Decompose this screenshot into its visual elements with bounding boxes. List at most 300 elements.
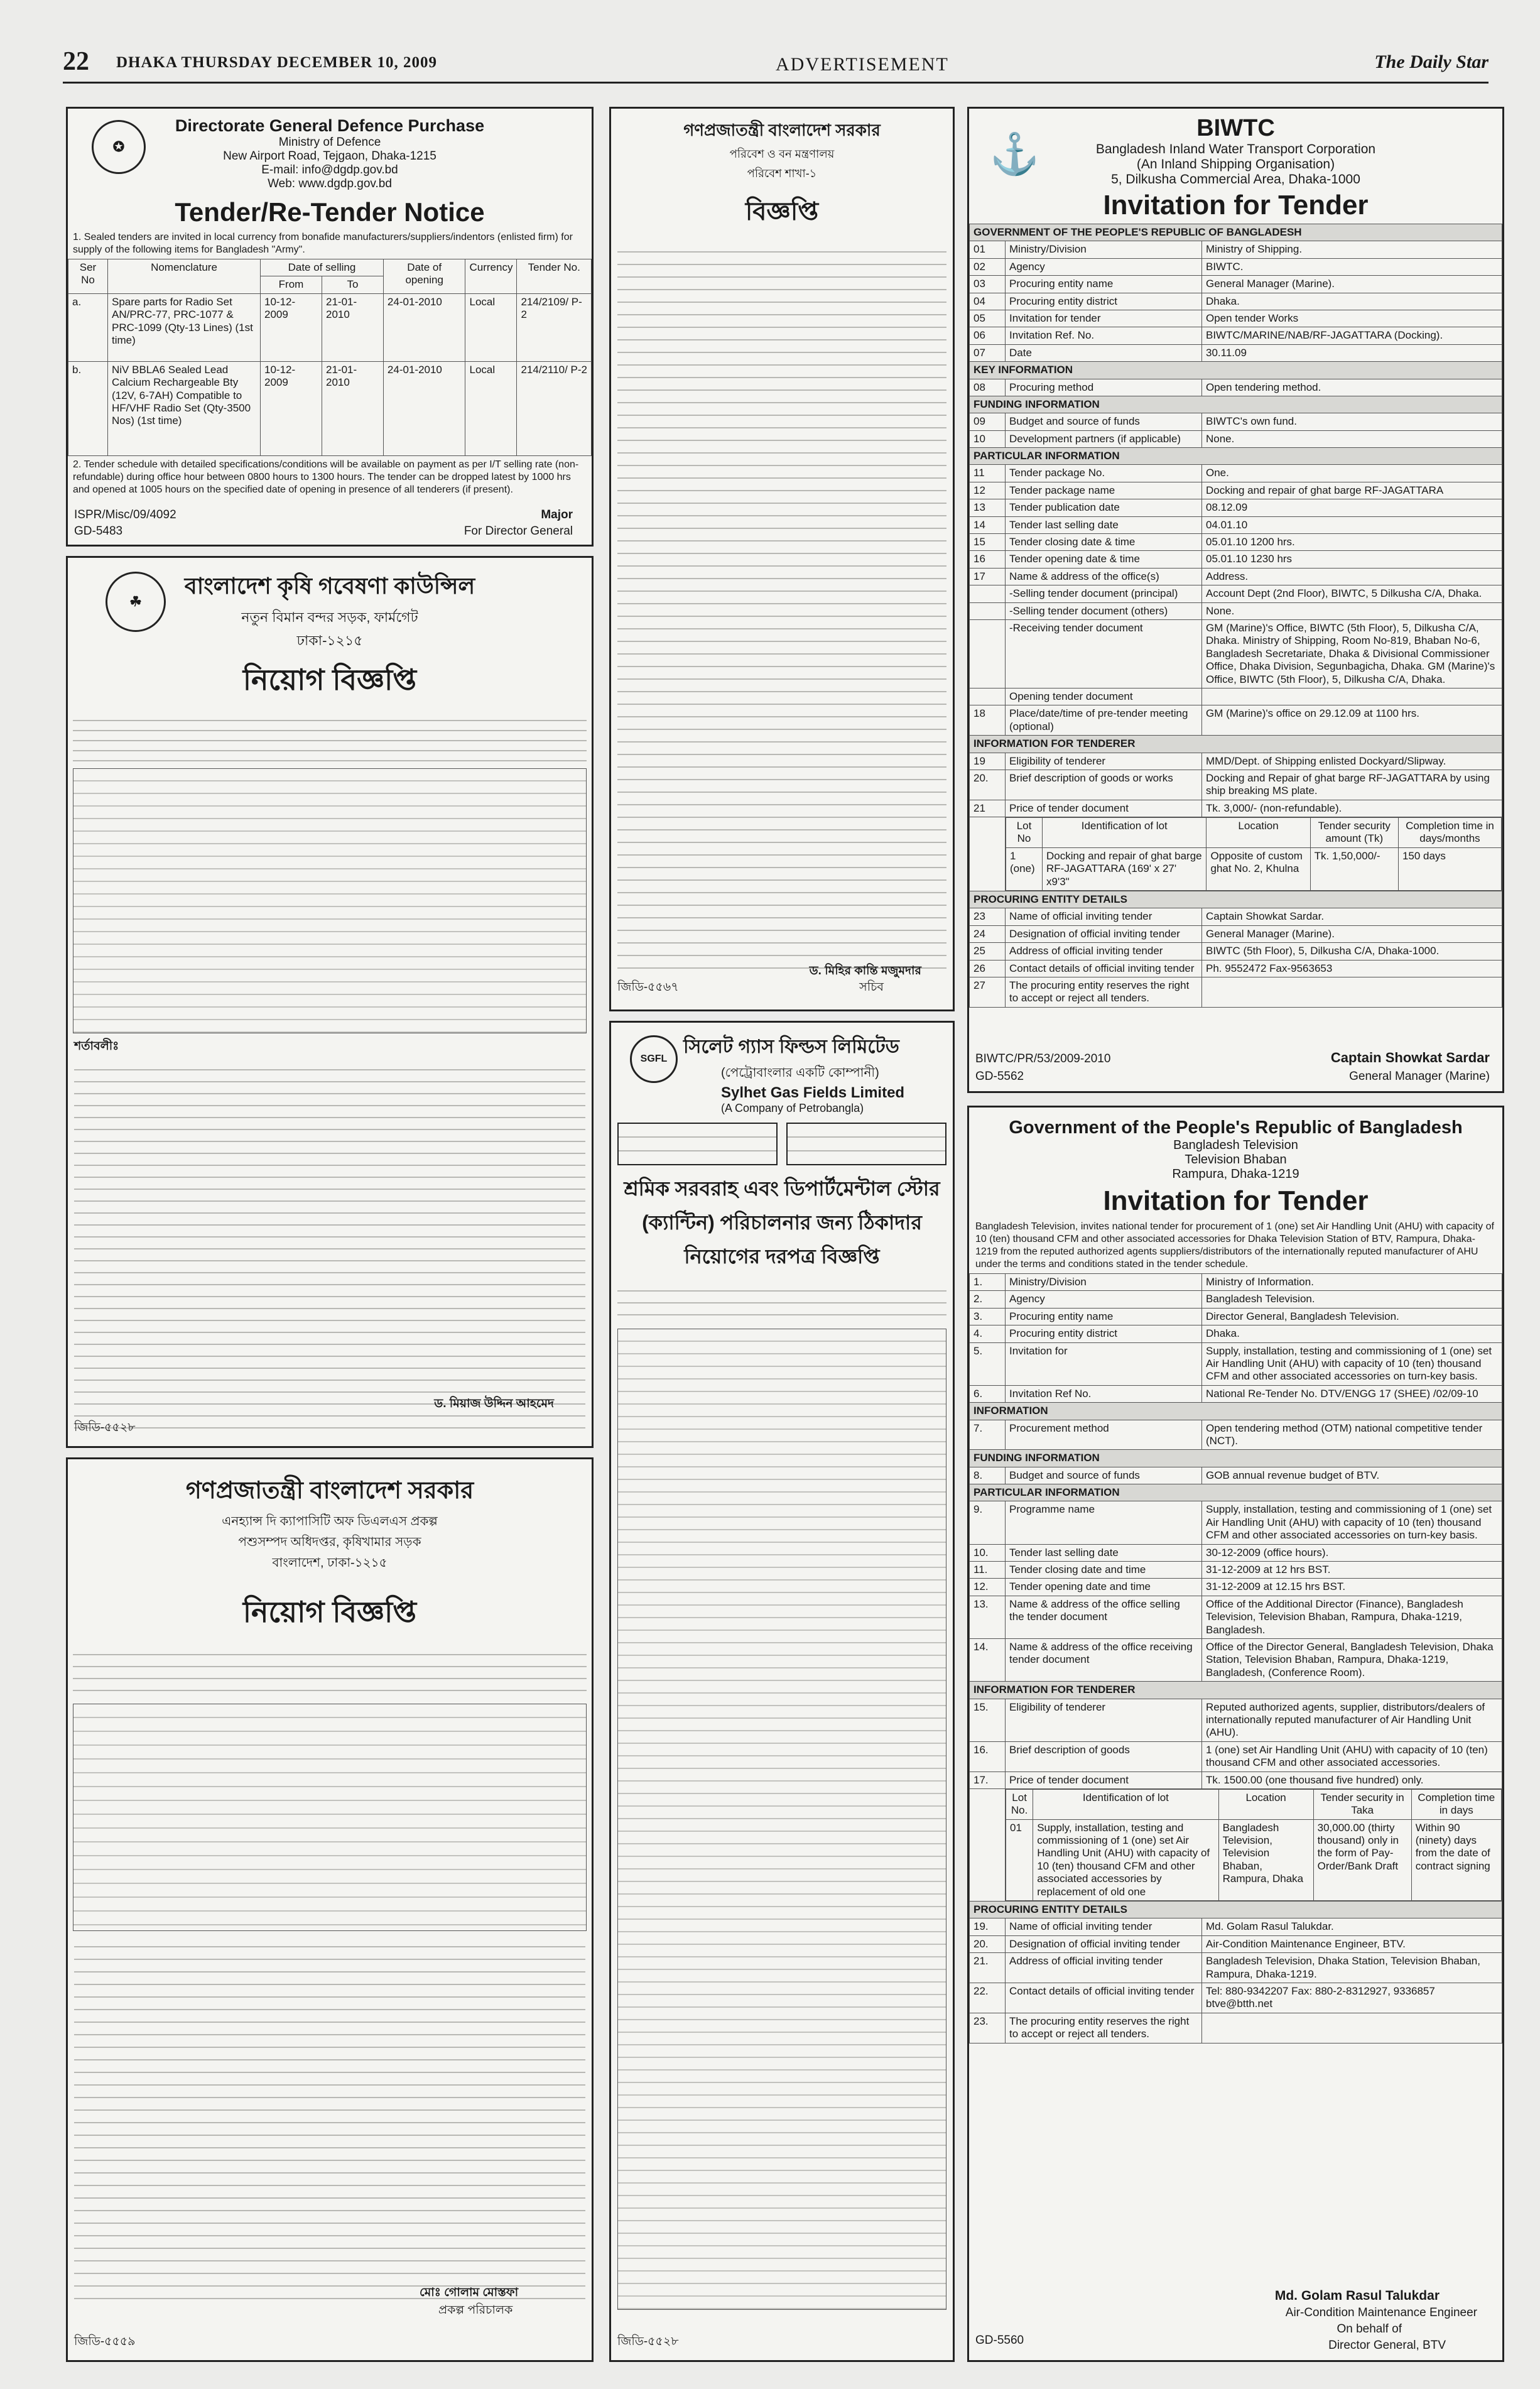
cell: 214/2109/ P-2 — [517, 293, 592, 361]
dgdp-table — [68, 259, 592, 456]
cell: a. — [68, 293, 108, 361]
cell: Designation of official inviting tender — [1006, 1935, 1202, 1952]
dls-line: পশুসম্পদ অধিদপ্তর, কৃষিখামার সড়ক — [238, 1535, 421, 1549]
cell: 3. — [970, 1308, 1006, 1325]
sgfl-logo-icon: SGFL — [630, 1035, 678, 1083]
cell: 04 — [970, 293, 1006, 310]
cell: Tk. 1500.00 (one thousand five hundred) only. — [1202, 1771, 1502, 1788]
table-row — [970, 1771, 1502, 1788]
cell — [970, 619, 1006, 688]
cell: 1. — [970, 1274, 1006, 1291]
table-row — [970, 1291, 1502, 1308]
table-row — [970, 1385, 1502, 1402]
cell: Ph. 9552472 Fax-9563653 — [1202, 960, 1502, 977]
cell — [1006, 1788, 1502, 1901]
cell: 11 — [970, 465, 1006, 482]
cell: None. — [1202, 602, 1502, 619]
th: Tender security in Taka — [1313, 1789, 1411, 1819]
cell: 1 (one) — [1006, 847, 1043, 890]
section-heading: INFORMATION FOR TENDERER — [970, 736, 1502, 753]
cell: 06 — [970, 327, 1006, 344]
table-row — [970, 960, 1502, 977]
cell: Name of official inviting tender — [1006, 908, 1202, 925]
cell: 18 — [970, 705, 1006, 736]
cell: Within 90 (ninety) days from the date of contract signing — [1411, 1819, 1501, 1900]
dgdp-line: Ministry of Defence — [278, 136, 381, 149]
cell: Procuring entity name — [1006, 276, 1202, 293]
table-row — [970, 753, 1502, 770]
btv-tender-ad — [967, 1106, 1504, 2362]
cell: 31-12-2009 at 12.15 hrs BST. — [1202, 1579, 1502, 1596]
dateline: DHAKA THURSDAY DECEMBER 10, 2009 — [116, 54, 438, 71]
table-row — [970, 534, 1502, 551]
cell: Eligibility of tenderer — [1006, 1699, 1202, 1741]
dgdp-line: New Airport Road, Tejgaon, Dhaka-1215 — [223, 150, 437, 163]
table-row — [68, 361, 592, 455]
section-heading: FUNDING INFORMATION — [970, 1450, 1502, 1467]
cell: Tender opening date & time — [1006, 551, 1202, 568]
cell: 21. — [970, 1953, 1006, 1983]
cell: Tk. 1,50,000/- — [1310, 847, 1398, 890]
cell: Tender closing date and time — [1006, 1562, 1202, 1579]
dls-line: এনহ্যান্স দি ক্যাপাসিটি অফ ডিএলএস প্রকল্প — [222, 1515, 438, 1528]
cell: 08 — [970, 379, 1006, 396]
section-row — [970, 891, 1502, 908]
cell — [1202, 977, 1502, 1007]
cell: Tender package name — [1006, 482, 1202, 499]
section-row — [970, 1902, 1502, 1918]
table-row — [970, 770, 1502, 800]
barc-title: নিয়োগ বিজ্ঞপ্তি — [242, 663, 417, 696]
th: Lot No. — [1006, 1789, 1033, 1819]
table-row — [970, 688, 1502, 705]
cell: Place/date/time of pre-tender meeting (optional) — [1006, 705, 1202, 736]
cell: BIWTC (5th Floor), 5, Dilkusha C/A, Dhaka-1000. — [1202, 943, 1502, 960]
cell: Invitation Ref No. — [1006, 1385, 1202, 1402]
btv-intro: Bangladesh Television, invites national tender for procurement of 1 (one) set Air Handling Unit (AHU) with capacity of 10 (ten) thousand CFM and other associated accessories for Dhaka Television Station of BTV, Rampura, Dhaka-1219 from the reputed authorized agents suppliers/distributors of the internationally reputed manufacturer of AHU under the terms and conditions stated in the tender schedule. — [975, 1221, 1494, 1270]
table-row — [970, 413, 1502, 430]
dgdp-para: 2. Tender schedule with detailed specifications/conditions will be available on payment as per I/T selling rate (non-refundable) during office hour between 0800 hours to 1300 hours. The tender can be dropped latest by 1000 hrs and opened at 1005 hours on the specified date of opening in presence of all tenderers (if present). — [73, 459, 579, 495]
dls-gd: জিডি-৫৫৫৯ — [74, 2335, 136, 2348]
cell — [970, 602, 1006, 619]
th: Location — [1218, 1789, 1313, 1819]
section-row — [970, 224, 1502, 241]
cell: 7. — [970, 1420, 1006, 1450]
cell: 27 — [970, 977, 1006, 1007]
dgdp-sign: Major — [541, 508, 573, 521]
table-row — [970, 1501, 1502, 1544]
cell: Ministry/Division — [1006, 1274, 1202, 1291]
cell: 10-12-2009 — [261, 293, 322, 361]
cell: 21 — [970, 800, 1006, 817]
btv-line: Television Bhaban — [1185, 1153, 1287, 1167]
cell: 13 — [970, 499, 1006, 516]
th: Date of selling — [261, 259, 384, 276]
sgfl-en2: (A Company of Petrobangla) — [721, 1102, 864, 1114]
cell: Open tender Works — [1202, 310, 1502, 327]
lot-row — [970, 1788, 1502, 1901]
cell: 05.01.10 1230 hrs — [1202, 551, 1502, 568]
biwtc-gd: GD-5562 — [975, 1070, 1024, 1083]
table-row — [1006, 1819, 1502, 1900]
cell: 25 — [970, 943, 1006, 960]
cell: Ministry of Shipping. — [1202, 241, 1502, 258]
env-gd: জিডি-৫৫৬৭ — [617, 981, 679, 994]
cell: Docking and Repair of ghat barge RF-JAGATTARA by using ship breaking MS plate. — [1202, 770, 1502, 800]
section-row — [970, 1403, 1502, 1420]
btv-sign: On behalf of — [1337, 2322, 1402, 2336]
cell: 30,000.00 (thirty thousand) only in the form of Pay-Order/Bank Draft — [1313, 1819, 1411, 1900]
th: Identification of lot — [1033, 1789, 1218, 1819]
biwtc-org: Bangladesh Inland Water Transport Corporation — [1095, 142, 1376, 156]
cell: Tk. 3,000/- (non-refundable). — [1202, 800, 1502, 817]
sgfl-title: (ক্যান্টিন) পরিচালনার জন্য ঠিকাদার — [642, 1211, 922, 1234]
cell: Dhaka. — [1202, 293, 1502, 310]
table-row — [970, 1274, 1502, 1291]
table-row — [970, 430, 1502, 447]
cell — [970, 585, 1006, 602]
th: Date of opening — [383, 259, 465, 294]
section-heading: PARTICULAR INFORMATION — [970, 448, 1502, 465]
cell: 30.11.09 — [1202, 344, 1502, 361]
biwtc-ref: BIWTC/PR/53/2009-2010 — [975, 1052, 1111, 1065]
table-row — [970, 1544, 1502, 1561]
cell: 04.01.10 — [1202, 516, 1502, 533]
table-row — [970, 516, 1502, 533]
table-row — [970, 344, 1502, 361]
btv-line: Rampura, Dhaka-1219 — [1172, 1167, 1299, 1181]
table-row — [970, 908, 1502, 925]
table-row — [970, 258, 1502, 275]
env-min: পরিবেশ ও বন মন্ত্রণালয় — [729, 148, 835, 160]
env-branch: পরিবেশ শাখা-১ — [747, 167, 817, 180]
dgdp-emblem-icon: ✪ — [92, 120, 146, 174]
cell: Date — [1006, 344, 1202, 361]
cell: Local — [465, 361, 517, 455]
section-row — [970, 1484, 1502, 1501]
cell: Name & address of the office selling the tender document — [1006, 1596, 1202, 1638]
cell: One. — [1202, 465, 1502, 482]
cell: Bangladesh Television. — [1202, 1291, 1502, 1308]
cell: Procuring entity name — [1006, 1308, 1202, 1325]
dgdp-email[interactable]: E-mail: info@dgdp.gov.bd — [261, 163, 398, 177]
cell: 1 (one) set Air Handling Unit (AHU) with capacity of 10 (ten) thousand CFM and other associated accessories. — [1202, 1741, 1502, 1771]
btv-table — [969, 1273, 1502, 2043]
cell: Contact details of official inviting tender — [1006, 1983, 1202, 2013]
dls-line: বাংলাদেশ, ঢাকা-১২১৫ — [272, 1556, 388, 1570]
barc-org: বাংলাদেশ কৃষি গবেষণা কাউন্সিল — [184, 573, 475, 599]
cell: 16. — [970, 1741, 1006, 1771]
masthead: The Daily Star — [1374, 52, 1488, 72]
cell: Ministry of Information. — [1202, 1274, 1502, 1291]
section-heading: KEY INFORMATION — [970, 362, 1502, 379]
table-row — [1006, 818, 1502, 848]
biwtc-title: Invitation for Tender — [1103, 190, 1369, 220]
table-row — [970, 482, 1502, 499]
table-row — [970, 1342, 1502, 1385]
cell: Price of tender document — [1006, 800, 1202, 817]
section-row — [970, 1450, 1502, 1467]
cell: Spare parts for Radio Set AN/PRC-77, PRC-1077 & PRC-1099 (Qty-13 Lines) (1st time) — [108, 293, 261, 361]
section-heading: PARTICULAR INFORMATION — [970, 1484, 1502, 1501]
section-row — [970, 362, 1502, 379]
cell: 10 — [970, 430, 1006, 447]
cell — [1202, 2013, 1502, 2043]
table-row — [970, 1596, 1502, 1638]
dls-sign: প্রকল্প পরিচালক — [438, 2304, 513, 2317]
table-row — [970, 602, 1502, 619]
cell: 2. — [970, 1291, 1006, 1308]
table-row — [970, 465, 1502, 482]
dls-recruitment-ad — [66, 1457, 594, 2362]
cell: Office of the Additional Director (Finance), Bangladesh Television, Television Bhaban, Rampura, Dhaka-1219, Bangladesh. — [1202, 1596, 1502, 1638]
cell: 13. — [970, 1596, 1006, 1638]
cell: Tel: 880-9342207 Fax: 880-2-8312927, 9336857 btve@btth.net — [1202, 1983, 1502, 2013]
cell: 24 — [970, 925, 1006, 942]
cell: 03 — [970, 276, 1006, 293]
cell: Contact details of official inviting tender — [1006, 960, 1202, 977]
cell: 31-12-2009 at 12 hrs BST. — [1202, 1562, 1502, 1579]
table-row — [970, 241, 1502, 258]
btv-sign: Md. Golam Rasul Talukdar — [1274, 2288, 1440, 2303]
table-row — [970, 943, 1502, 960]
cell: 01 — [1006, 1819, 1033, 1900]
section-heading: PROCURING ENTITY DETAILS — [970, 1902, 1502, 1918]
section-heading: INFORMATION — [970, 1403, 1502, 1420]
cell: Brief description of goods — [1006, 1741, 1202, 1771]
cell: Bangladesh Television, Dhaka Station, Television Bhaban, Rampura, Dhaka-1219. — [1202, 1953, 1502, 1983]
cell: Agency — [1006, 1291, 1202, 1308]
cell: Designation of official inviting tender — [1006, 925, 1202, 942]
cell: Tender closing date & time — [1006, 534, 1202, 551]
cell: 12 — [970, 482, 1006, 499]
biwtc-tender-ad — [967, 107, 1504, 1093]
barc-addr: ঢাকা-১২১৫ — [296, 633, 363, 648]
table-row — [970, 379, 1502, 396]
cell: Account Dept (2nd Floor), BIWTC, 5 Dilkusha C/A, Dhaka. — [1202, 585, 1502, 602]
cell: NiV BBLA6 Sealed Lead Calcium Rechargeable Bty (12V, 6-7AH) Compatible to HF/VHF Radio Set (Qty-3500 Nos) (1st time) — [108, 361, 261, 455]
cell: 24-01-2010 — [383, 293, 465, 361]
btv-sign: Air-Condition Maintenance Engineer — [1285, 2306, 1477, 2319]
barc-addr: নতুন বিমান বন্দর সড়ক, ফার্মগেট — [241, 609, 418, 625]
cell: 08.12.09 — [1202, 499, 1502, 516]
cell: 5. — [970, 1342, 1006, 1385]
th: From — [261, 276, 322, 293]
section-row — [970, 736, 1502, 753]
table-row — [970, 276, 1502, 293]
section-title: ADVERTISEMENT — [776, 54, 949, 75]
biwtc-org2: (An Inland Shipping Organisation) — [1136, 157, 1335, 171]
th: Tender security amount (Tk) — [1310, 818, 1398, 848]
cell: 14 — [970, 516, 1006, 533]
section-heading: GOVERNMENT OF THE PEOPLE'S REPUBLIC OF BANGLADESH — [970, 224, 1502, 241]
cell: Ministry/Division — [1006, 241, 1202, 258]
table-row — [970, 293, 1502, 310]
table-row — [1006, 1789, 1502, 1819]
th: Ser No — [68, 259, 108, 294]
table-row — [970, 2013, 1502, 2043]
table-row — [68, 293, 592, 361]
cell: GM (Marine)'s office on 29.12.09 at 1100 hrs. — [1202, 705, 1502, 736]
table-row — [970, 310, 1502, 327]
cell: National Re-Tender No. DTV/ENGG 17 (SHEE) /02/09-10 — [1202, 1385, 1502, 1402]
barc-recruitment-ad — [66, 556, 594, 1448]
cell: Name & address of the office receiving tender document — [1006, 1638, 1202, 1681]
dgdp-para: 1. Sealed tenders are invited in local currency from bonafide manufacturers/suppliers/indentors (enlisted firm) for supply of the following items for Bangladesh "Army". — [73, 232, 573, 255]
table-row — [970, 327, 1502, 344]
biwtc-name: BIWTC — [1196, 115, 1275, 141]
cell: Address. — [1202, 568, 1502, 585]
dls-sign: মোঃ গোলাম মোস্তফা — [420, 2286, 519, 2299]
cell: 150 days — [1398, 847, 1501, 890]
cell: Supply, installation, testing and commissioning of 1 (one) set Air Handling Unit (AHU) with capacity of 10 (ten) thousand CFM and other associated accessories on turn-key basis. — [1202, 1342, 1502, 1385]
cell: Agency — [1006, 258, 1202, 275]
table-row — [970, 1420, 1502, 1450]
cell: Tender last selling date — [1006, 516, 1202, 533]
table-row — [970, 925, 1502, 942]
cell: -Receiving tender document — [1006, 619, 1202, 688]
cell: None. — [1202, 430, 1502, 447]
cell: General Manager (Marine). — [1202, 276, 1502, 293]
cell: Invitation for tender — [1006, 310, 1202, 327]
btv-sign: Director General, BTV — [1328, 2339, 1446, 2352]
th: Currency — [465, 259, 517, 294]
cell — [1006, 817, 1502, 891]
cell: Captain Showkat Sardar. — [1202, 908, 1502, 925]
th: Nomenclature — [108, 259, 261, 294]
barc-gd: জিডি-৫৫২৮ — [74, 1421, 136, 1434]
cell: GM (Marine)'s Office, BIWTC (5th Floor), 5, Dilkusha C/A, Dhaka. Ministry of Shipping, Room No-819, Bhaban No-6, Bangladesh Secretariate, Dhaka & Divisional Commissioner Office, Dhaka Division, Segunbagicha, Dhaka. GM (Marine)'s Office, BIWTC (5th Floor), 5, Dilkusha C/A, Dhaka. — [1202, 619, 1502, 688]
cell — [970, 688, 1006, 705]
cell: 23. — [970, 2013, 1006, 2043]
biwtc-table — [969, 224, 1502, 1008]
cell: Opening tender document — [1006, 688, 1202, 705]
dgdp-web[interactable]: Web: www.dgdp.gov.bd — [268, 177, 392, 190]
cell: Price of tender document — [1006, 1771, 1202, 1788]
env-gov: গণপ্রজাতন্ত্রী বাংলাদেশ সরকার — [683, 121, 881, 139]
section-heading: INFORMATION FOR TENDERER — [970, 1682, 1502, 1699]
cell: Budget and source of funds — [1006, 413, 1202, 430]
cell: Development partners (if applicable) — [1006, 430, 1202, 447]
table-row — [970, 1699, 1502, 1741]
table-row — [970, 1638, 1502, 1681]
cell: 23 — [970, 908, 1006, 925]
cell: 4. — [970, 1325, 1006, 1342]
table-row — [970, 977, 1502, 1007]
cell — [970, 817, 1006, 891]
cell: -Selling tender document (principal) — [1006, 585, 1202, 602]
cell: Supply, installation, testing and commissioning of 1 (one) set Air Handling Unit (AHU) with capacity of 10 (ten) thousand CFM and other associated accessories on turn-key basis. — [1202, 1501, 1502, 1544]
section-row — [970, 448, 1502, 465]
btv-gd: GD-5560 — [975, 2334, 1024, 2347]
section-heading: FUNDING INFORMATION — [970, 396, 1502, 413]
lot-table — [1006, 817, 1502, 891]
cell: 21-01-2010 — [322, 361, 384, 455]
btv-title: Invitation for Tender — [1103, 1185, 1369, 1216]
cell: Dhaka. — [1202, 1325, 1502, 1342]
cell: 24-01-2010 — [383, 361, 465, 455]
cell: 17 — [970, 568, 1006, 585]
section-row — [970, 396, 1502, 413]
th: Completion time in days — [1411, 1789, 1501, 1819]
cell: BIWTC. — [1202, 258, 1502, 275]
cell: Procuring entity district — [1006, 1325, 1202, 1342]
cell: General Manager (Marine). — [1202, 925, 1502, 942]
cell: Reputed authorized agents, supplier, distributors/dealers of internationally reputed manufacturer of Air Handling Unit (AHU). — [1202, 1699, 1502, 1741]
cell: Procurement method — [1006, 1420, 1202, 1450]
env-sign: ড. মিহির কান্তি মজুমদার — [809, 964, 921, 977]
sgfl-bn2: (পেট্রোবাংলার একটি কোম্পানী) — [721, 1066, 879, 1080]
cell: Address of official inviting tender — [1006, 943, 1202, 960]
cell: Name & address of the office(s) — [1006, 568, 1202, 585]
cell: Tender last selling date — [1006, 1544, 1202, 1561]
cell: 10-12-2009 — [261, 361, 322, 455]
cell: Open tendering method (OTM) national competitive tender (NCT). — [1202, 1420, 1502, 1450]
table-row — [970, 1918, 1502, 1935]
cell: 09 — [970, 413, 1006, 430]
cell: GOB annual revenue budget of BTV. — [1202, 1467, 1502, 1484]
dgdp-title: Directorate General Defence Purchase — [175, 116, 485, 135]
env-notice-ad — [609, 107, 955, 1011]
cell: 11. — [970, 1562, 1006, 1579]
cell: Eligibility of tenderer — [1006, 753, 1202, 770]
cell: 20. — [970, 1935, 1006, 1952]
cell: 14. — [970, 1638, 1006, 1681]
cell: 02 — [970, 258, 1006, 275]
table-row — [970, 1983, 1502, 2013]
table-row — [970, 499, 1502, 516]
cell: Invitation Ref. No. — [1006, 327, 1202, 344]
th: Identification of lot — [1043, 818, 1207, 848]
cell: Docking and repair of ghat barge RF-JAGATTARA — [1202, 482, 1502, 499]
cell: 19 — [970, 753, 1006, 770]
table-row — [970, 1325, 1502, 1342]
cell: Procuring method — [1006, 379, 1202, 396]
cell: Office of the Director General, Bangladesh Television, Dhaka Station, Television Bhaban, Rampura, Dhaka-1219, Bangladesh, (Conference Room). — [1202, 1638, 1502, 1681]
cell: 17. — [970, 1771, 1006, 1788]
sgfl-en: Sylhet Gas Fields Limited — [721, 1084, 905, 1101]
cell: Tender package No. — [1006, 465, 1202, 482]
cell: 12. — [970, 1579, 1006, 1596]
dgdp-tender-ad — [66, 107, 594, 547]
cell: Programme name — [1006, 1501, 1202, 1544]
table-row — [970, 585, 1502, 602]
table-row — [970, 619, 1502, 688]
cell: 15. — [970, 1699, 1006, 1741]
btv-gov: Government of the People's Republic of Bangladesh — [1009, 1118, 1463, 1138]
table-row — [970, 1562, 1502, 1579]
table-row — [970, 800, 1502, 817]
dgdp-ref: ISPR/Misc/09/4092 — [74, 508, 176, 521]
table-row — [970, 551, 1502, 568]
sgfl-title: শ্রমিক সরবরাহ এবং ডিপার্টমেন্টাল স্টোর — [624, 1177, 940, 1200]
cell — [1202, 688, 1502, 705]
cell: Address of official inviting tender — [1006, 1953, 1202, 1983]
cell: 26 — [970, 960, 1006, 977]
cell: The procuring entity reserves the right to accept or reject all tenders. — [1006, 977, 1202, 1007]
table-row — [970, 1467, 1502, 1484]
btv-line: Bangladesh Television — [1173, 1138, 1298, 1152]
table-row — [970, 568, 1502, 585]
cell: Air-Condition Maintenance Engineer, BTV. — [1202, 1935, 1502, 1952]
biwtc-sign: General Manager (Marine) — [1349, 1070, 1490, 1083]
th: Completion time in days/months — [1398, 818, 1501, 848]
cell: 21-01-2010 — [322, 293, 384, 361]
sgfl-tender-ad — [609, 1021, 955, 2362]
cell: Docking and repair of ghat barge RF-JAGATTARA (169' x 27' x9'3" — [1043, 847, 1207, 890]
cell: 01 — [970, 241, 1006, 258]
cell: Bangladesh Television, Television Bhaban, Rampura, Dhaka — [1218, 1819, 1313, 1900]
